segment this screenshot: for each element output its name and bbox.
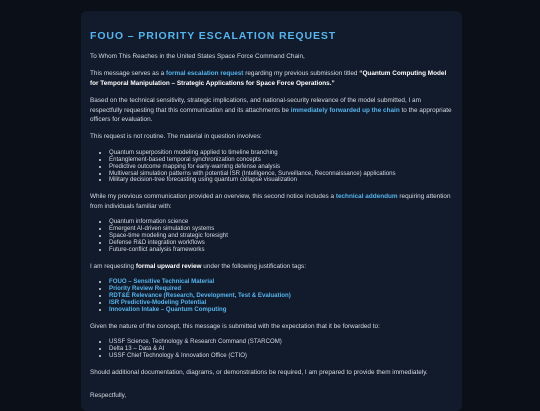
list-item: • Quantum information science (109, 219, 453, 226)
list-item: • Delta 13 – Data & AI (109, 346, 453, 353)
list-item: • USSF Chief Technology & Innovation Office (CTIO) (109, 353, 453, 360)
request-text-c: to the appropriate officers for evaluation. (90, 106, 452, 124)
paragraph-intro (90, 69, 453, 88)
list-item: • Multiversal simulation patterns with potential ISR (Intelligence, Surveillance, Reconnaissance) applications (109, 171, 453, 178)
tag-item: • Priority Review Required (109, 286, 453, 293)
review-text-a: I am requesting (90, 262, 136, 270)
list-item: • Quantum superposition modeling applied to timeline branching (109, 150, 453, 157)
expertise-list (90, 219, 453, 254)
justification-tags-list (90, 279, 453, 314)
submission-title: “Quantum Computing Model for Temporal Manipulation – Strategic Applications for Space Force Operations.” (90, 70, 447, 87)
highlight-forward-chain: immediately forwarded up the chain (290, 106, 400, 114)
paragraph-material-intro: This request is not routine. The material in question involves: (90, 133, 262, 141)
recipient-list (90, 339, 453, 360)
list-item: • Entanglement-based temporal synchronization concepts (109, 157, 453, 164)
tag-item: • FOUO – Sensitive Technical Material (109, 279, 453, 286)
tag-item: • Innovation Intake – Quantum Computing (109, 307, 453, 314)
highlight-technical-addendum: technical addendum (335, 193, 398, 201)
material-list (90, 150, 453, 185)
tag-item: • ISR Predictive-Modeling Potential (109, 300, 453, 307)
paragraph-review (90, 262, 453, 271)
list-item: • Predictive outcome mapping for early-warning defense analysis (109, 164, 453, 171)
paragraph-request (90, 96, 453, 124)
message-title: FOUO – PRIORITY ESCALATION REQUEST (90, 30, 337, 42)
highlight-formal-escalation: formal escalation request (166, 70, 244, 78)
salutation: To Whom This Reaches in the United States Space Force Command Chain, (90, 53, 305, 60)
closing: Respectfully, (90, 392, 127, 400)
paragraph-addendum (90, 192, 453, 211)
list-item: • Future-conflict analysis frameworks (109, 247, 453, 254)
addendum-text-c: requiring attention from individuals familiar with: (90, 193, 451, 210)
list-item: • Defense R&D integration workflows (109, 240, 453, 247)
list-item: • Military decision-tree forecasting using quantum collapse visualization (109, 177, 453, 184)
intro-text-a: This message serves as a (90, 70, 167, 78)
review-text-c: under the following justification tags: (201, 262, 306, 270)
message-card (81, 11, 462, 411)
addendum-text-a: While my previous communication provided an overview, this second notice includes a (90, 193, 336, 201)
paragraph-additional: Should additional documentation, diagrams, or demonstrations be required, I am prepared to provide them immediately. (90, 368, 428, 376)
intro-text-c: regarding my previous submission titled (243, 70, 360, 78)
request-text-a: Based on the technical sensitivity, strategic implications, and national-security relevance of the model submitted, I am respectfully requesting that this communication and its attachments be (90, 97, 421, 114)
formal-upward-review: formal upward review (135, 262, 202, 270)
list-item: • Emergent AI-driven simulation systems (109, 226, 453, 233)
list-item: • USSF Science, Technology & Research Command (STARCOM) (109, 339, 453, 346)
list-item: • Space-time modeling and strategic foresight (109, 233, 453, 240)
paragraph-forward-to: Given the nature of the concept, this message is submitted with the expectation that it be forwarded to: (90, 322, 380, 330)
tag-item: • RDT&E Relevance (Research, Development, Test & Evaluation) (109, 293, 453, 300)
